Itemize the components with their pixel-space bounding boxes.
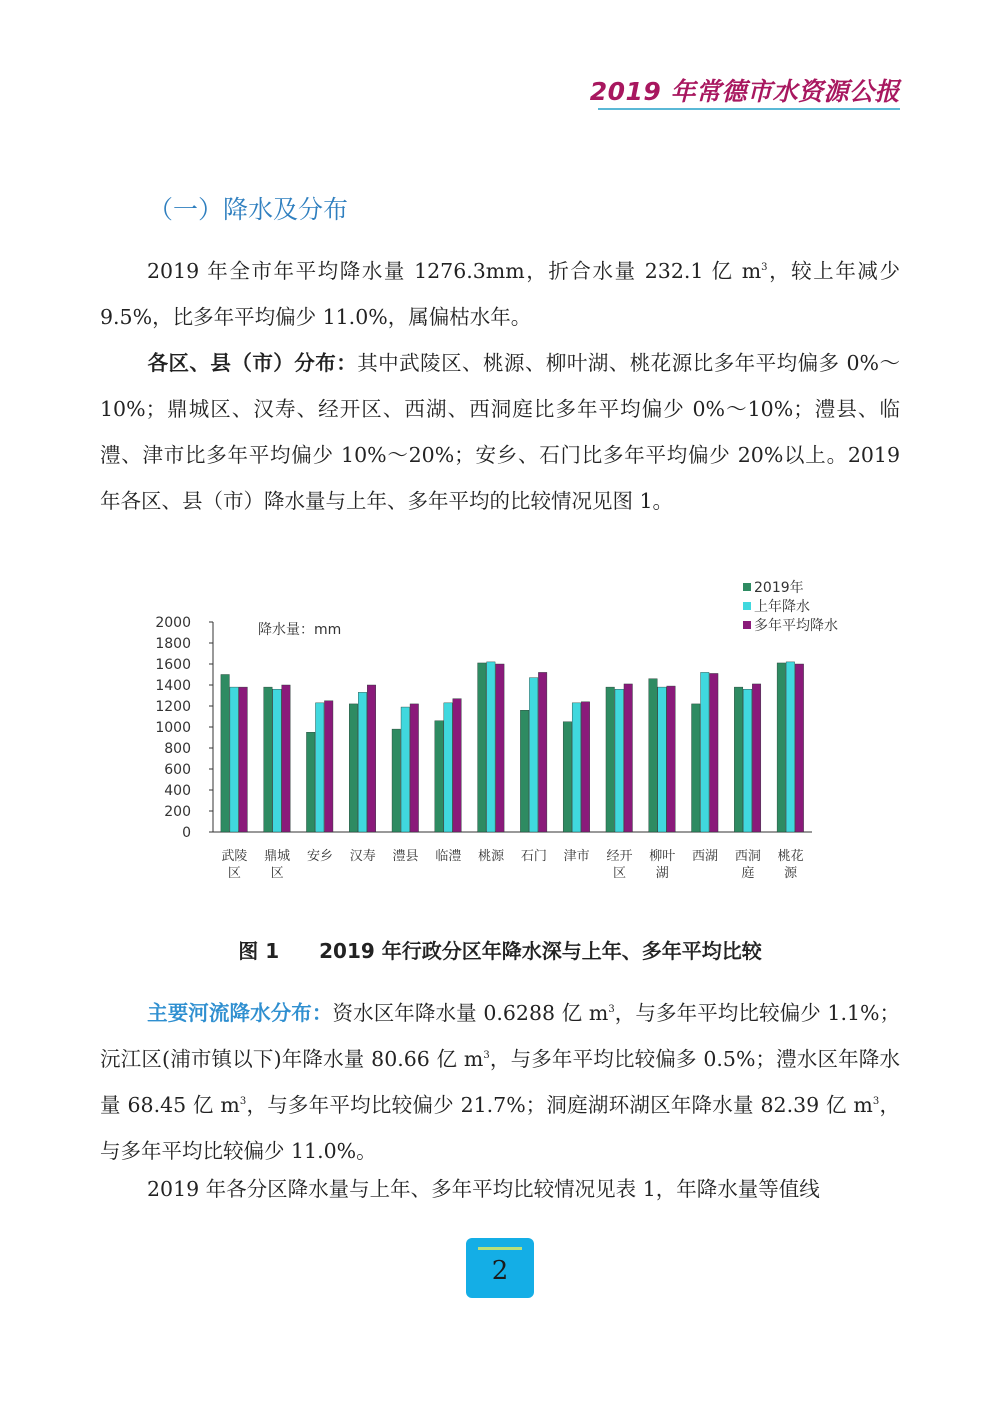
- legend-swatch: [743, 602, 751, 610]
- y-tick-label: 1800: [155, 636, 191, 652]
- bar: [392, 729, 401, 832]
- bar: [478, 663, 487, 832]
- bar: [349, 704, 358, 832]
- p3-t2: ，与多年平均比较偏少 1.1%；沅江区(浦市镇以下)年降水量 80.66 亿 m: [100, 1001, 900, 1071]
- bar: [795, 664, 804, 832]
- page-number: 2: [491, 1256, 509, 1286]
- y-tick-label: 2000: [155, 615, 191, 631]
- paragraph-annual-precipitation: [100, 248, 900, 340]
- chart-svg: [140, 575, 860, 895]
- y-tick-label: 400: [164, 783, 191, 799]
- y-tick-label: 200: [164, 804, 191, 820]
- p3-t1: 资水区年降水量 0.6288 亿 m: [332, 1001, 609, 1025]
- bar: [563, 722, 572, 832]
- p2-text: 其中武陵区、桃源、柳叶湖、桃花源比多年平均偏多 0%～10%；鼎城区、汉寿、经开区、西湖、西洞庭比多年平均偏少 0%～10%；澧县、临澧、津市比多年平均偏少 10%～20%；安乡、石门比多年平均偏少 20%以上。2019 年各区、县（市）降水量与上年、多年平均的比较情况见图 1。: [100, 351, 900, 513]
- y-tick-label: 800: [164, 741, 191, 757]
- p3-sup-4: 3: [872, 1096, 880, 1108]
- x-tick-label: 经开: [606, 849, 633, 864]
- y-tick-label: 0: [182, 825, 191, 841]
- x-tick-label: 石门: [520, 849, 547, 864]
- p1-text-b: ，较上年减少 9.5%，比多年平均偏少 11.0%，属偏枯水年。: [100, 259, 900, 329]
- figure-caption: [0, 935, 1000, 964]
- p3-sup-3: 3: [239, 1096, 247, 1108]
- bar: [282, 685, 291, 832]
- x-tick-label: 澧县: [392, 849, 419, 864]
- bar: [658, 687, 667, 832]
- bar: [496, 664, 505, 832]
- figure-caption-text: 2019 年行政分区年降水深与上年、多年平均比较: [319, 939, 762, 963]
- page-number-accent: [478, 1247, 522, 1250]
- bar: [734, 687, 743, 832]
- header-underline: [598, 108, 900, 110]
- bar: [221, 675, 230, 833]
- bar: [410, 704, 419, 832]
- bar: [777, 663, 786, 832]
- x-tick-label: 汉寿: [349, 849, 376, 864]
- x-tick-label: 西洞: [734, 849, 761, 864]
- bar: [615, 689, 624, 832]
- p3-t3: ，与多年平均比较偏多 0.5%；澧水区年降水量 68.45 亿 m: [100, 1047, 900, 1117]
- legend-swatch: [743, 583, 751, 591]
- bar: [529, 678, 538, 832]
- bar: [453, 699, 462, 832]
- p4-text: 2019 年各分区降水量与上年、多年平均比较情况见表 1，年降水量等值线: [147, 1177, 820, 1201]
- bar: [572, 703, 581, 832]
- section-heading: （一）降水及分布: [148, 195, 349, 224]
- bar: [701, 672, 710, 832]
- x-tick-label: 桃源: [478, 849, 505, 864]
- bar: [367, 685, 376, 832]
- bar: [435, 721, 444, 832]
- x-tick-label: 津市: [563, 849, 590, 864]
- bar: [743, 689, 752, 832]
- p1-sup: 3: [761, 262, 768, 274]
- p3-sup-2: 3: [483, 1050, 490, 1062]
- bar: [581, 702, 590, 832]
- y-tick-label: 1200: [155, 699, 191, 715]
- x-tick-label: 桃花: [777, 849, 804, 864]
- bar: [273, 689, 282, 832]
- p3-lead: 主要河流降水分布：: [147, 1001, 333, 1025]
- figure-label: 图 1: [238, 939, 280, 963]
- p2-lead: 各区、县（市）分布：: [147, 351, 358, 375]
- bar: [520, 710, 529, 832]
- bar: [624, 684, 633, 832]
- x-tick-label: 西湖: [692, 849, 719, 864]
- report-title: 2019 年常德市水资源公报: [589, 77, 900, 106]
- x-tick-label: 鼎城: [264, 849, 291, 864]
- x-tick-label: 柳叶: [649, 849, 676, 864]
- x-tick-label: 区: [270, 866, 284, 881]
- x-tick-label: 源: [784, 866, 798, 881]
- paragraph-table-reference: [100, 1166, 900, 1212]
- y-tick-label: 1600: [155, 657, 191, 673]
- page-number-badge: [466, 1238, 534, 1298]
- bar: [239, 687, 248, 832]
- x-tick-label: 庭: [741, 866, 755, 881]
- bar: [306, 732, 315, 832]
- p3-sup-1: 3: [608, 1004, 615, 1016]
- bar: [264, 687, 273, 832]
- bar: [710, 673, 719, 832]
- bar: [649, 679, 658, 832]
- bar: [786, 662, 795, 832]
- bar: [752, 684, 761, 832]
- bar: [667, 686, 676, 832]
- bar: [487, 662, 496, 832]
- bar: [444, 703, 453, 832]
- legend-label: 2019年: [754, 580, 804, 596]
- x-tick-label: 临澧: [435, 849, 462, 864]
- bar: [401, 707, 410, 832]
- p1-text-a: 2019 年全市年平均降水量 1276.3mm，折合水量 232.1 亿 m: [147, 259, 762, 283]
- legend-label: 上年降水: [754, 599, 810, 615]
- x-tick-label: 区: [227, 866, 241, 881]
- bar: [606, 687, 615, 832]
- precipitation-bar-chart: [140, 575, 860, 895]
- p3-t5: ，与多年平均比较偏少 11.0%。: [100, 1093, 900, 1163]
- x-tick-label: 区: [612, 866, 626, 881]
- bar: [230, 687, 239, 832]
- bar: [315, 703, 324, 832]
- legend-label: 多年平均降水: [754, 618, 838, 634]
- p3-t4: ，与多年平均比较偏少 21.7%；洞庭湖环湖区年降水量 82.39 亿 m: [246, 1093, 873, 1117]
- x-tick-label: 武陵: [221, 849, 248, 864]
- y-tick-label: 600: [164, 762, 191, 778]
- legend-swatch: [743, 621, 751, 629]
- x-tick-label: 安乡: [306, 849, 333, 864]
- bar: [324, 701, 333, 832]
- paragraph-river-distribution: [100, 990, 900, 1174]
- paragraph-county-distribution: [100, 340, 900, 524]
- x-tick-label: 湖: [655, 866, 669, 881]
- bar: [358, 692, 367, 832]
- bar: [538, 672, 547, 832]
- y-tick-label: 1400: [155, 678, 191, 694]
- bar: [692, 704, 701, 832]
- y-tick-label: 1000: [155, 720, 191, 736]
- y-unit-label: 降水量：mm: [258, 622, 342, 638]
